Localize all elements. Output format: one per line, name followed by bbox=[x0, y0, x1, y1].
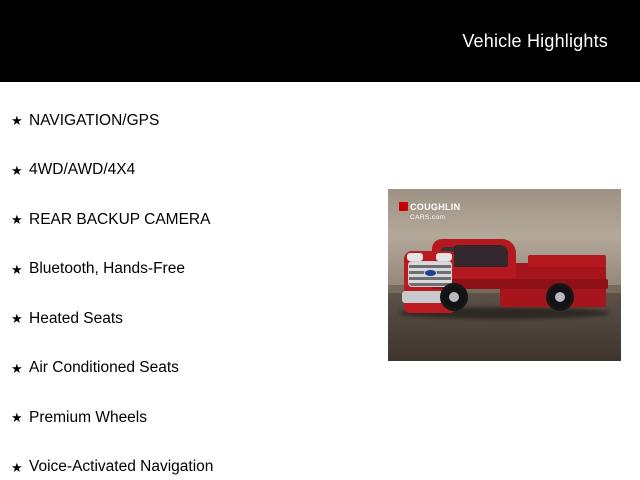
list-item bbox=[0, 393, 380, 443]
star-icon: ★ bbox=[11, 360, 23, 376]
dealer-watermark bbox=[394, 195, 465, 225]
vehicle-photo bbox=[388, 189, 621, 361]
feature-label: REAR BACKUP CAMERA bbox=[29, 210, 211, 228]
feature-label: Premium Wheels bbox=[29, 408, 147, 426]
truck-bed-rail bbox=[528, 255, 606, 267]
list-item bbox=[0, 96, 380, 146]
truck-wheel-front bbox=[440, 283, 468, 311]
feature-label: Bluetooth, Hands-Free bbox=[29, 260, 185, 278]
list-item bbox=[0, 195, 380, 245]
truck-window bbox=[452, 245, 508, 267]
list-item bbox=[0, 245, 380, 295]
star-icon: ★ bbox=[11, 113, 23, 129]
feature-label: 4WD/AWD/4X4 bbox=[29, 161, 136, 179]
truck-wheel-rear bbox=[546, 283, 574, 311]
headlight-right-icon bbox=[436, 253, 452, 261]
wheel-hub bbox=[555, 292, 565, 302]
truck-badge bbox=[424, 269, 437, 277]
star-icon: ★ bbox=[11, 459, 23, 475]
list-item bbox=[0, 344, 380, 394]
feature-label: Heated Seats bbox=[29, 309, 123, 327]
star-icon: ★ bbox=[11, 261, 23, 277]
page-header bbox=[0, 0, 640, 82]
list-item bbox=[0, 146, 380, 196]
feature-label: Air Conditioned Seats bbox=[29, 359, 179, 377]
feature-label: NAVIGATION/GPS bbox=[29, 111, 160, 129]
star-icon: ★ bbox=[11, 162, 23, 178]
feature-label: Voice-Activated Navigation bbox=[29, 458, 214, 476]
feature-list bbox=[0, 82, 380, 480]
page-title: Vehicle Highlights bbox=[462, 31, 608, 51]
list-item bbox=[0, 443, 380, 480]
dealer-brand: COUGHLIN bbox=[410, 202, 461, 212]
dealer-brand-sub: CARS.com bbox=[410, 214, 446, 221]
headlight-left-icon bbox=[407, 253, 423, 261]
dealer-logo-mark-icon bbox=[399, 202, 408, 211]
list-item bbox=[0, 294, 380, 344]
star-icon: ★ bbox=[11, 311, 23, 327]
star-icon: ★ bbox=[11, 212, 23, 228]
wheel-hub bbox=[449, 292, 459, 302]
star-icon: ★ bbox=[11, 410, 23, 426]
